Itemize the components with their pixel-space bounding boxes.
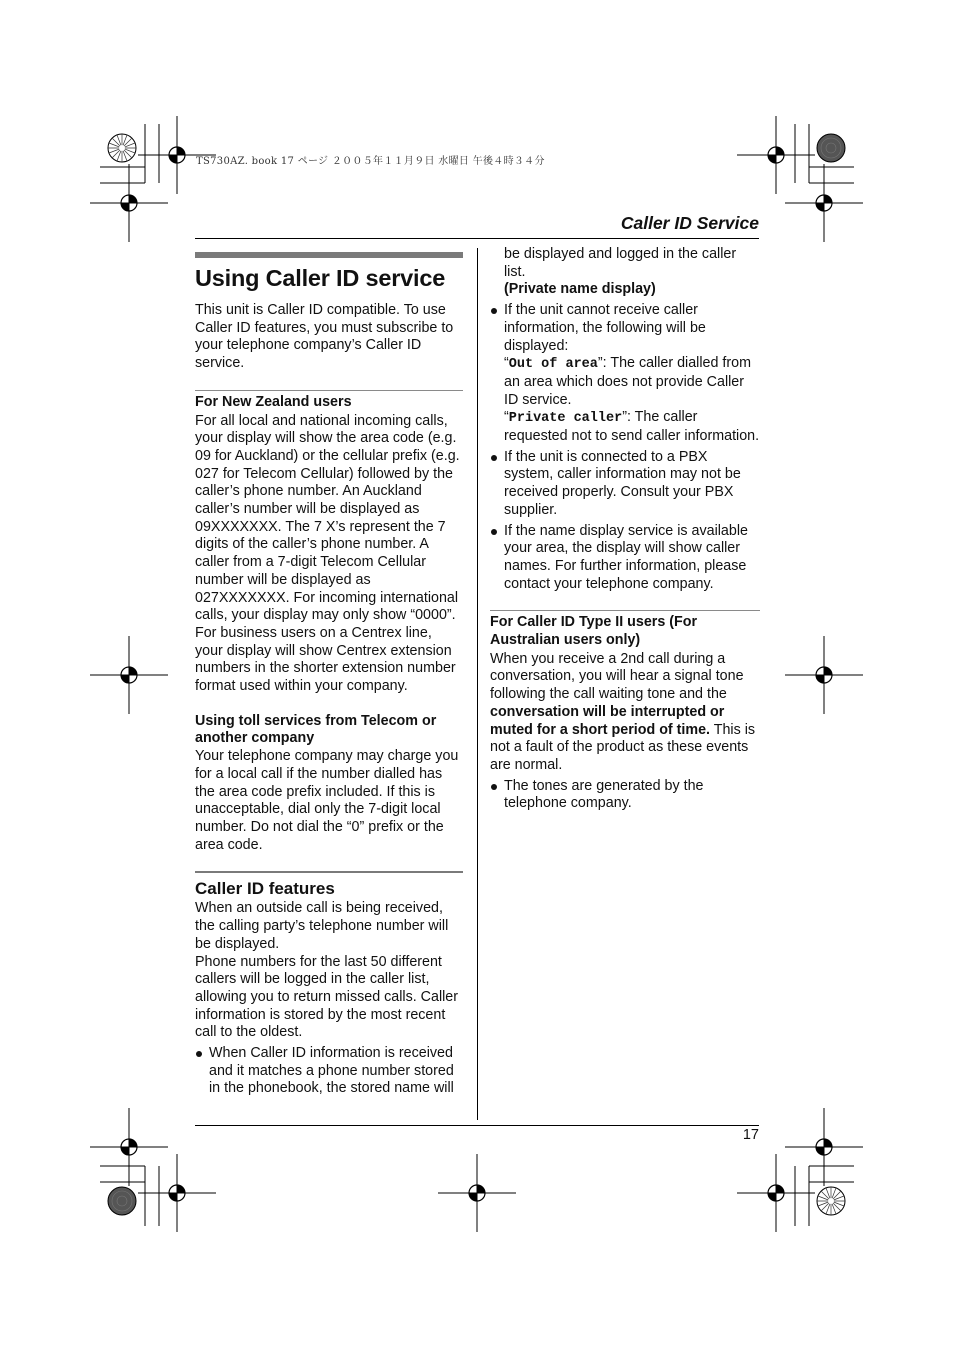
left-column bbox=[195, 252, 463, 1098]
nz-heading: For New Zealand users bbox=[195, 393, 352, 410]
nz-body: For all local and national incoming calls, your display will show the area code (e.g. 09 for Auckland) or the cellular prefix (e.g. 027 for Telecom Cellular) followed by the caller’s phone number. An Auckland caller’s number will be displayed as 09XXXXXXX. The 7 X’s represent the 7 digits of the caller’s phone number. A caller from a 7-digit Telecom Cellular number will be displayed as 027XXXXXXX. For incoming international calls, your display may only show “0000”. For business users on a Centrex line, your display will show Centrex extension numbers in the shorter extension number format used within your company. bbox=[195, 412, 460, 695]
type2-text-start: When you receive a 2nd call during a conversation, you will hear a signal tone following the call waiting tone and the bbox=[490, 650, 744, 703]
features-paragraph-2: Phone numbers for the last 50 different callers will be logged in the caller list, allowing you to return missed calls. Caller information is stored by the most recent call to the oldest. bbox=[195, 953, 459, 1041]
bullet-no-caller-info-text: If the unit cannot receive caller information, the following will be displayed: bbox=[504, 302, 706, 354]
continued-text: be displayed and logged in the caller list. bbox=[504, 246, 737, 280]
page-title: Using Caller ID service bbox=[195, 265, 446, 291]
bullet-icon bbox=[491, 308, 497, 314]
bullet-pbx-text: If the unit is connected to a PBX system, caller information may not be received properly. Consult your PBX supplier. bbox=[504, 448, 741, 518]
type2-bullet-text: The tones are generated by the telephone company. bbox=[504, 777, 704, 812]
type2-heading: For Caller ID Type II users (For Australian users only) bbox=[490, 614, 698, 649]
out-of-area-desc: : The caller dialled from an area which does not provide Caller ID service. bbox=[504, 355, 751, 408]
bullet-icon bbox=[491, 784, 497, 790]
private-name-label: (Private name display) bbox=[504, 281, 656, 298]
features-bullet bbox=[195, 1045, 463, 1098]
bullet-pbx bbox=[490, 449, 760, 520]
toll-heading: Using toll services from Telecom or another company bbox=[195, 712, 437, 747]
bullet-icon bbox=[196, 1051, 202, 1057]
features-bar bbox=[195, 871, 463, 873]
out-of-area-code: Out of area bbox=[508, 357, 598, 373]
page-number: 17 bbox=[742, 1127, 759, 1143]
section-rule bbox=[195, 390, 463, 391]
bullet-name-display bbox=[490, 523, 760, 594]
type2-bullet bbox=[490, 778, 760, 813]
private-name-display bbox=[490, 281, 760, 299]
header-rule bbox=[195, 238, 759, 239]
intro-paragraph: This unit is Caller ID compatible. To use Caller ID features, you must subscribe to your telephone company’s Caller ID service. bbox=[195, 302, 454, 372]
toll-body: Your telephone company may charge you for a local call if the number dialled has the area code prefix included. If this is unacceptable, dial only the 7-digit local number. Do not dial the “0” prefix or the area code. bbox=[195, 748, 459, 853]
type2-text-end: This is not a fault of the product as these events are normal. bbox=[490, 721, 756, 773]
private-caller-code: Private caller bbox=[508, 411, 623, 427]
section-rule bbox=[490, 610, 760, 611]
running-title: Caller ID Service bbox=[620, 213, 759, 233]
column-divider bbox=[477, 248, 478, 1120]
bullet-icon bbox=[491, 529, 497, 535]
print-file-info: TS730AZ. book 17 ページ ２００５年１１月９日 水曜日 午後４時３４分 bbox=[196, 156, 545, 167]
features-heading: Caller ID features bbox=[195, 879, 335, 899]
title-bar bbox=[195, 252, 463, 258]
type2-text-bold: conversation will be interrupted or muted for a short period of time. bbox=[490, 703, 725, 738]
bullet-name-display-text: If the name display service is available your area, the display will show caller names. For further information, please contact your telephone company. bbox=[504, 522, 748, 592]
out-of-area-item: “Out of area”: The caller dialled from an area which does not provide Caller ID service. bbox=[504, 355, 751, 408]
features-bullet-text: When Caller ID information is received and it matches a phone number stored in the phonebook, the stored name will bbox=[209, 1045, 454, 1097]
footer-rule bbox=[195, 1125, 759, 1126]
right-column bbox=[490, 246, 760, 813]
bullet-no-caller-info bbox=[490, 302, 760, 355]
private-caller-desc: : The caller requested not to send caller information. bbox=[504, 409, 760, 445]
features-paragraph-1: When an outside call is being received, the calling party’s telephone number will be displayed. bbox=[195, 900, 449, 952]
private-caller-item: “Private caller”: The caller requested not to send caller information. bbox=[504, 409, 760, 445]
bullet-icon bbox=[491, 455, 497, 461]
type2-paragraph bbox=[490, 651, 760, 775]
